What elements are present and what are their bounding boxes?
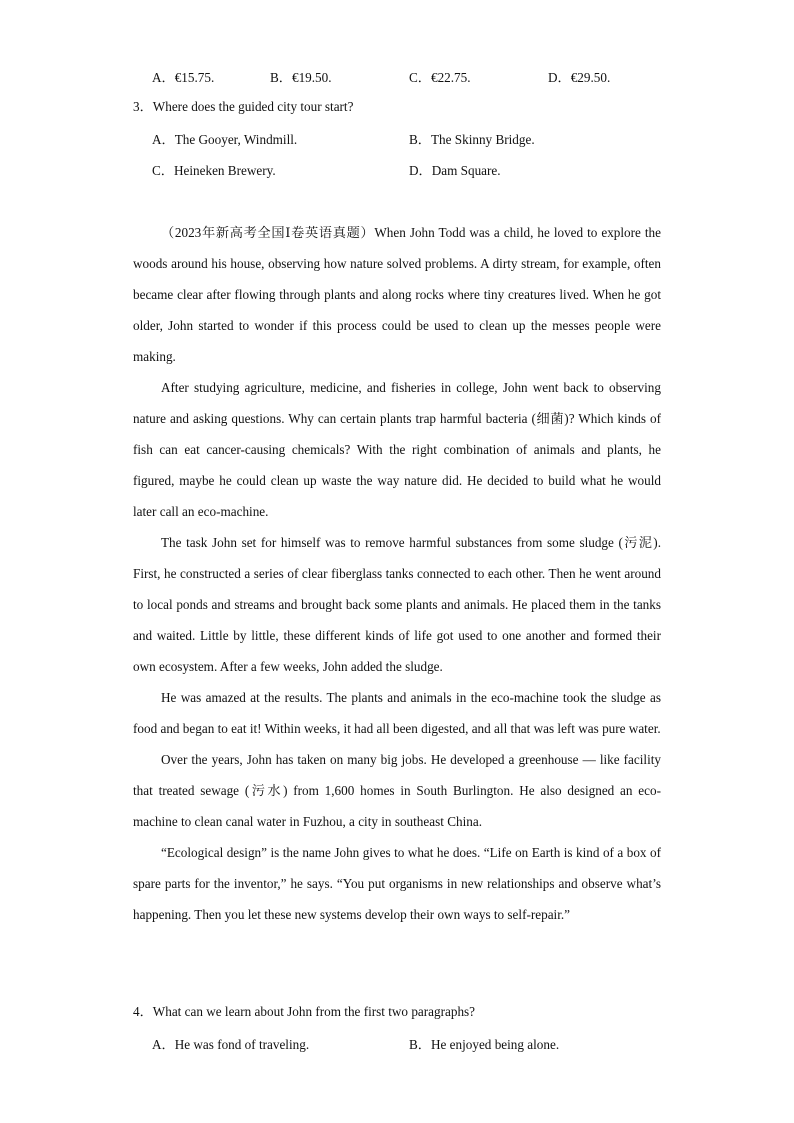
q3-option-c: C．Heineken Brewery. — [152, 163, 276, 178]
q2-option-d: D．€29.50. — [548, 70, 611, 85]
q4-option-a: A．He was fond of traveling. — [152, 1037, 310, 1052]
q3-option-a: A．The Gooyer, Windmill. — [152, 132, 298, 147]
q3-option-b: B．The Skinny Bridge. — [409, 132, 535, 147]
q2-option-a: A．€15.75. — [152, 70, 215, 85]
q3-option-d: D．Dam Square. — [409, 163, 501, 178]
q4-stem: 4．What can we learn about John from the first two paragraphs? — [133, 1004, 476, 1019]
passage-paragraph-2: After studying agriculture, medicine, and fisheries in college, John went back to observing nature and asking questions. Why can certain plants trap harmful bacteria (细菌)? Which kinds of fish can eat cancer-causing chemicals? With the right combination of animals and plants, he figured, maybe he could clean up waste the way nature did. He decided to build what he would later call an eco-machine. — [133, 380, 661, 519]
q4-option-b: B．He enjoyed being alone. — [409, 1037, 560, 1052]
passage-paragraph-6: “Ecological design” is the name John gives to what he does. “Life on Earth is kind of a box of spare parts for the inventor,” he says. “You put organisms in new relationships and observe what’s happening. Then you let these new systems develop their own ways to self-repair.” — [133, 845, 661, 922]
q3-stem: 3．Where does the guided city tour start? — [133, 99, 354, 114]
passage-paragraph-4: He was amazed at the results. The plants and animals in the eco-machine took the sludge as food and began to eat it! Within weeks, it had all been digested, and all that was left was pure water. — [133, 690, 661, 736]
reading-passage — [133, 217, 661, 930]
q2-option-c: C．€22.75. — [409, 70, 471, 85]
q2-option-b: B．€19.50. — [270, 70, 332, 85]
passage-paragraph-5: Over the years, John has taken on many big jobs. He developed a greenhouse — like facility that treated sewage (污水) from 1,600 homes in South Burlington. He also designed an eco-machine to clean canal water in Fuzhou, a city in southeast China. — [133, 752, 661, 829]
passage-paragraph-3: The task John set for himself was to remove harmful substances from some sludge (污泥). First, he constructed a series of clear fiberglass tanks connected to each other. Then he went around to local ponds and streams and brought back some plants and animals. He placed them in the tanks and waited. Little by little, these different kinds of life got used to one another and formed their own ecosystem. After a few weeks, John added the sludge. — [133, 535, 661, 674]
passage-paragraph-1: （2023年新高考全国Ⅰ卷英语真题）When John Todd was a child, he loved to explore the woods around his house, observing how nature solved problems. A dirty stream, for example, often became clear after flowing through plants and along rocks where tiny creatures lived. When he got older, John started to wonder if this process could be used to clean up the messes people were making. — [133, 225, 661, 364]
